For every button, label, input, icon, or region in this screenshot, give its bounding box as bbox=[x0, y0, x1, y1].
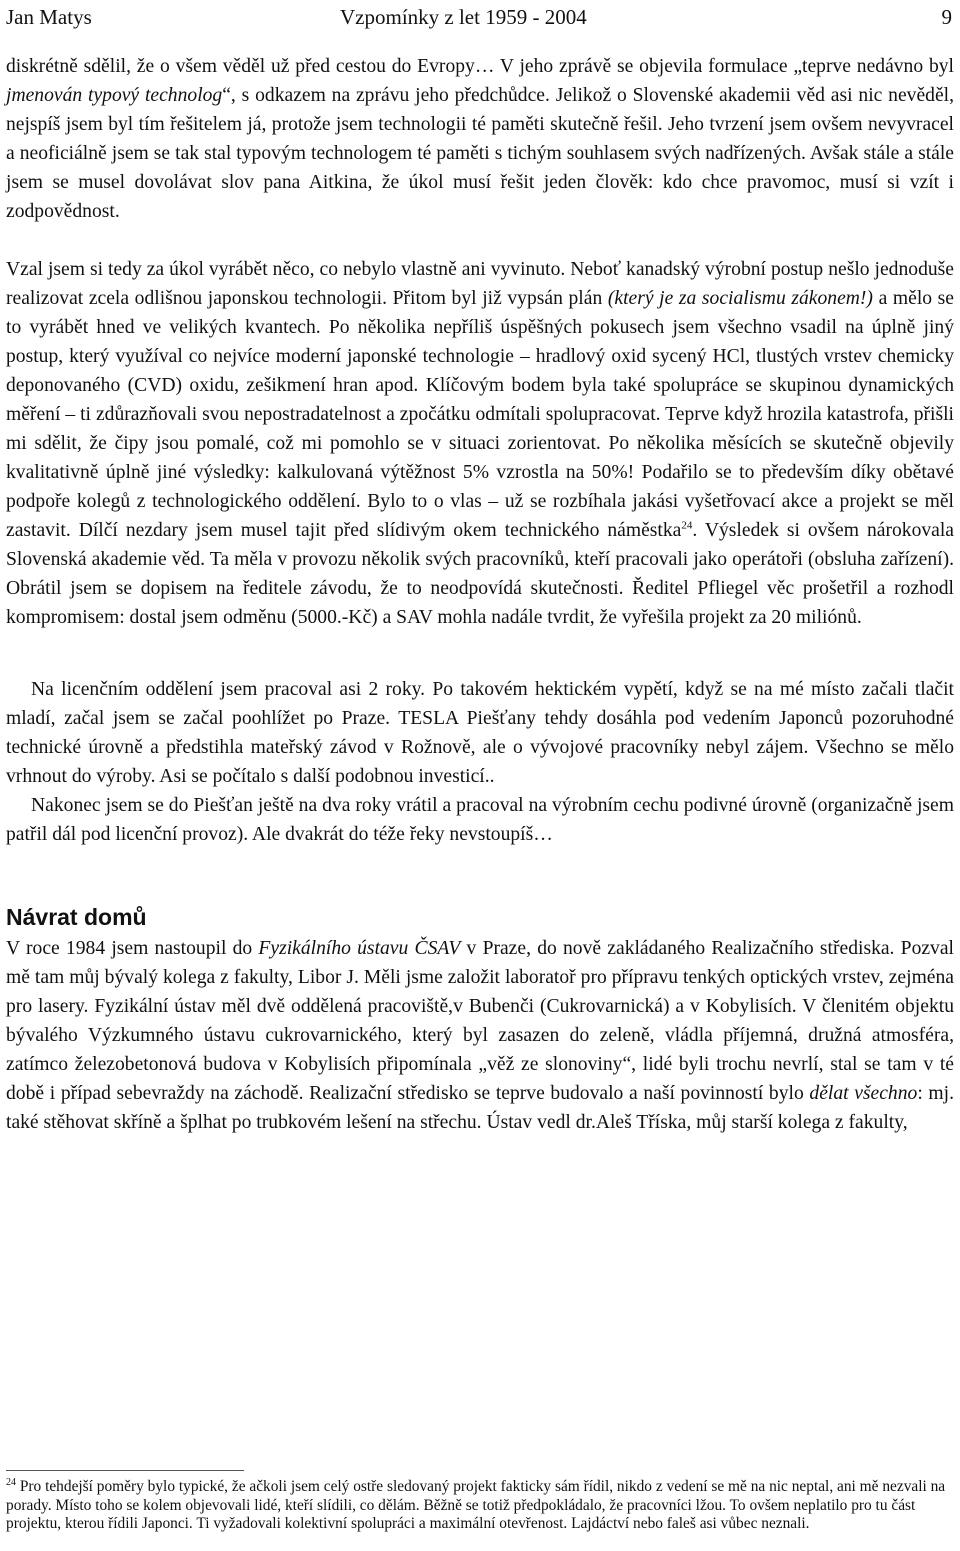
text-run: Na licenčním oddělení jsem pracoval asi 2 roky. Po takovém hektickém vypětí, když se na mé místo začali tlačit mladí, začal jsem se začal poohlížet po Praze. TESLA Piešťany tehdy dosáhla pod vedením Japonců pozoruhodné technické úrovně a předstihla mateřský závod v Rožnově, ale o vývojové pracovníky nebyl zájem. Všechno se mělo vrhnout do výroby. Asi se počítalo s další podobnou investicí.. bbox=[6, 679, 954, 787]
document-body bbox=[6, 52, 954, 1137]
text-run: “, s odkazem na zprávu jeho předchůdce. Jelikož o Slovenské akademii věd asi nic nevěděl, nejspíš jsem byl tím řešitelem já, protože jsem technologii té paměti skutečně řešil. Jeho tvrzení jsem ovšem nevyvracel a neoficiálně jsem se tak stal typovým technologem té paměti s tichým souhlasem svých nadřízených. Avšak stále a stále jsem se musel dovolávat slov pana Aitkina, že úkol musí řešit jeden člověk: kdo chce pravomoc, musí si vzít i zodpovědnost. bbox=[6, 85, 954, 222]
italic-text: Fyzikálního ústavu ČSAV bbox=[258, 938, 461, 959]
text-run: Nakonec jsem se do Piešťan ještě na dva roky vrátil a pracoval na výrobním cechu podivné úrovně (organizačně jsem patřil dál pod licenční provoz). Ale dvakrát do téže řeky nevstoupíš… bbox=[6, 795, 954, 845]
footnote-divider bbox=[6, 1470, 244, 1471]
header-title: Vzpomínky z let 1959 - 2004 bbox=[340, 5, 587, 29]
footnote bbox=[6, 1478, 954, 1534]
header-author: Jan Matys bbox=[6, 5, 92, 29]
text-run: v Praze, do nově zakládaného Realizačního střediska. Pozval mě tam můj bývalý kolega z fakulty, Libor J. Měli jsme založit laboratoř pro přípravu tenkých optických vrstev, zejména pro lasery. Fyzikální ústav měl dvě oddělená pracoviště,v Bubenči (Cukrovarnická) a v Kobylisích. V členitém objektu bývalého Výzkumného ústavu cukrovarnického, který byl zasazen do zeleně, vládla příjemná, družná atmosféra, zatímco železobetonová budova v Kobylisích připomínala „věž ze slonoviny“, lidé byli trochu nevrlí, stal se tam v té době i případ sebevraždy na záchodě. Realizační středisko se teprve budovalo a naší povinností bylo bbox=[6, 938, 954, 1104]
text-run: V roce 1984 jsem nastoupil do bbox=[6, 938, 259, 959]
section-heading: Návrat domů bbox=[6, 904, 147, 930]
italic-text: jmenován typový technolog bbox=[6, 85, 223, 106]
footnote-number: 24 bbox=[6, 1476, 16, 1488]
italic-text: dělat všechno bbox=[809, 1083, 918, 1104]
paragraph-5 bbox=[6, 934, 954, 1137]
paragraph-3 bbox=[6, 675, 954, 791]
paragraph-4 bbox=[6, 791, 954, 849]
footnote-text: Pro tehdejší poměry bylo typické, že ačkoli jsem celý ostře sledovaný projekt fakticky sám řídil, nikdo z vedení se mě na nic neptal, ani mě nezvali na porady. Místo toho se kolem objevovali lidé, kteří slídili, co dělám. Běžně se totiž předpokládalo, že pracovníci lžou. To ovšem neplatilo pro tu část projektu, kterou řídili Japonci. Ti vyžadovali kolektivní spolupráci a maximální otevřenost. Lajdáctví nebo faleš asi vůbec neznali. bbox=[6, 1478, 946, 1532]
paragraph-1 bbox=[6, 52, 954, 226]
text-run: . Výsledek si ovšem nárokovala Slovenská akademie věd. Ta měla v provozu několik svých pracovníků, kteří pracovali jako operátoři (obsluha zařízení). Obrátil jsem se dopisem na ředitele závodu, že to neodpovídá skutečnosti. Ředitel Pfliegel věc prošetřil a rozhodl kompromisem: dostal jsem odměnu (5000.-Kč) a SAV mohla nadále tvrdit, že vyřešila projekt za 20 miliónů. bbox=[6, 520, 954, 628]
text-run: diskrétně sdělil, že o všem věděl už před cestou do Evropy… V jeho zprávě se objevila formulace „teprve nedávno byl bbox=[6, 56, 954, 77]
paragraph-2 bbox=[6, 255, 954, 632]
text-run: Vzal jsem si tedy za úkol vyrábět něco, co nebylo vlastně ani vyvinuto. Neboť kanadský výrobní postup nešlo jednoduše realizovat zcela odlišnou japonskou technologii. Přitom byl již vypsán plán bbox=[6, 259, 954, 309]
page-number: 9 bbox=[941, 5, 952, 29]
text-run: a mělo se to vyrábět hned ve velikých kvantech. Po několika nepříliš úspěšných pokusech jsem všechno vsadil na úplně jiný postup, který využíval co nejvíce moderní japonské technologie – hradlový oxid sycený HCl, tlustých vrstev chemicky deponovaného (CVD) oxidu, zešikmení hran apod. Klíčovým bodem byla také spolupráce se skupinou dynamických měření – ti zdůrazňovali svou nepostradatelnost a zpočátku odmítali spolupracovat. Teprve když hrozila katastrofa, přišli mi sdělit, že čipy jsou pomalé, což mi pomohlo se v situaci zorientovat. Po několika měsících se skutečně objevily kvalitativně úplně jiné výsledky: kalkulovaná výtěžnost 5% vzrostla na 50%! Podařilo se to především díky obětavé podpoře kolegů z technologického oddělení. Bylo to o vlas – už se rozbíhala jakási vyšetřovací akce a projekt se měl zastavit. Dílčí nezdary jsem musel tajit před slídivým okem technického náměstka bbox=[6, 288, 954, 541]
text-run: : mj. také stěhovat skříně a šplhat po trubkovém lešení na střechu. Ústav vedl dr.Aleš Tříska, můj starší kolega z fakulty, bbox=[6, 1083, 954, 1133]
page-header bbox=[6, 2, 952, 32]
italic-text: (který je za socialismu zákonem!) bbox=[607, 288, 873, 309]
footnote-ref: 24 bbox=[681, 519, 693, 532]
